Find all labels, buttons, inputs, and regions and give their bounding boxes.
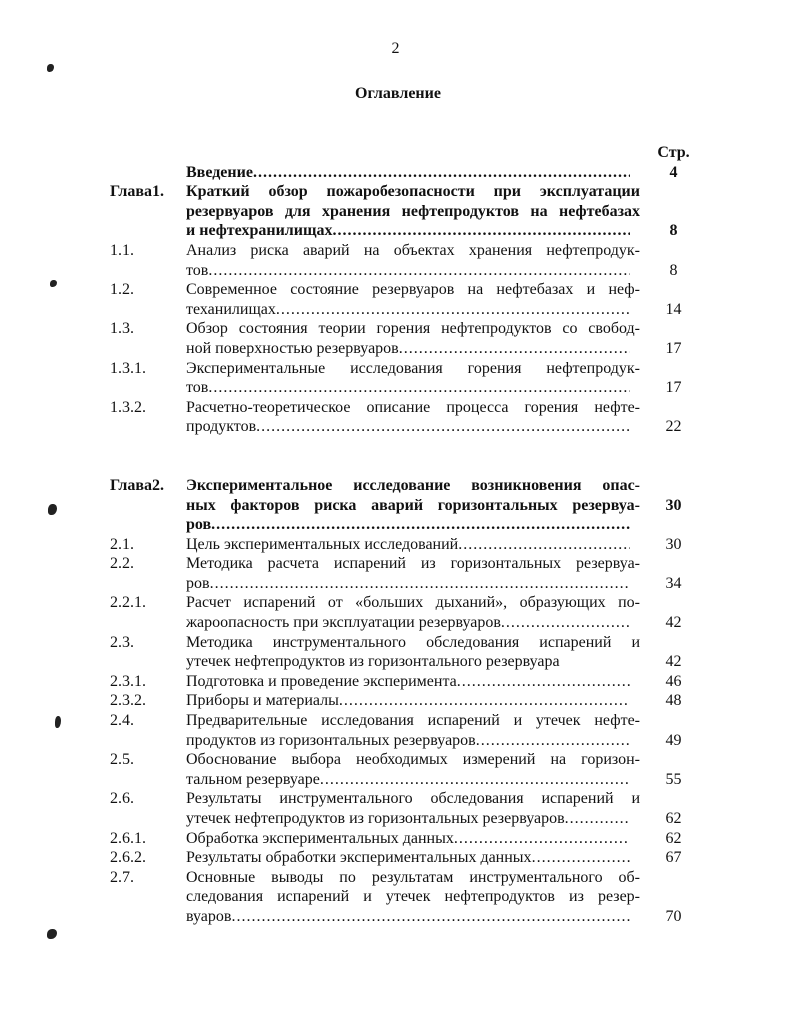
- dot-leader: [320, 770, 630, 790]
- entry-title-text: ной поверхностью резервуаров: [186, 339, 399, 357]
- entry-title: [186, 574, 640, 594]
- margin-ink-mark: [50, 280, 57, 287]
- entry-page-number: 34: [665, 574, 682, 592]
- toc-entry-line: [110, 535, 692, 555]
- entry-title: Методика инструментального обследования испарений и: [186, 633, 640, 651]
- dot-leader: [339, 691, 630, 711]
- toc-entry-line: [110, 652, 692, 672]
- entry-page-number: 14: [665, 300, 682, 318]
- entry-title: [186, 691, 640, 711]
- toc-entry-line: [110, 202, 692, 222]
- toc-entry-line: [110, 398, 692, 418]
- entry-page-number: 30: [665, 535, 682, 553]
- entry-page-number: 62: [665, 829, 682, 847]
- entry-title-text: Результаты обработки экспериментальных данных: [186, 849, 532, 867]
- entry-title: следования испарений и утечек нефтепродуктов из резер-: [186, 888, 640, 906]
- entry-number: 2.3.2.: [110, 692, 146, 710]
- toc-entry-line: [110, 417, 692, 437]
- toc-entry-line: [110, 496, 692, 516]
- margin-ink-mark: [48, 504, 57, 515]
- entry-title: [186, 613, 640, 633]
- entry-page-number: 8: [669, 222, 678, 240]
- entry-title: Анализ риска аварий на объектах хранения нефтепродук-: [186, 241, 640, 259]
- toc-entry-line: [110, 750, 692, 770]
- entry-title: [186, 417, 640, 437]
- entry-title: ных факторов риска аварий горизонтальных резервуа-: [186, 496, 640, 514]
- entry-title: [186, 515, 640, 535]
- entry-number: 2.7.: [110, 868, 134, 886]
- toc-entry-line: [110, 163, 692, 183]
- entry-title: [186, 809, 640, 829]
- entry-number: 2.6.1.: [110, 829, 146, 847]
- toc-entry-line: [110, 476, 692, 496]
- entry-title: Обоснование выбора необходимых измерений на горизон-: [186, 751, 640, 769]
- toc-entry-line: [110, 182, 692, 202]
- entry-title: [186, 261, 640, 281]
- dot-leader: [501, 613, 630, 633]
- entry-page-number: 42: [665, 653, 682, 671]
- dot-leader: [256, 417, 630, 437]
- entry-page-number: 22: [665, 418, 682, 436]
- toc-entry-line: [110, 554, 692, 574]
- toc-entry-line: [110, 887, 692, 907]
- page-number: 2: [391, 40, 400, 57]
- entry-title-text: продуктов из горизонтальных резервуаров: [186, 731, 476, 749]
- page-column-header-row: [110, 143, 692, 163]
- dot-leader: [208, 378, 630, 398]
- dot-leader: [457, 672, 630, 692]
- entry-title: Предварительные исследования испарений и утечек нефте-: [186, 712, 640, 730]
- toc-entry-line: [110, 711, 692, 731]
- entry-title: резервуаров для хранения нефтепродуктов на нефтебазах: [186, 202, 640, 220]
- entry-number: 2.2.: [110, 555, 134, 573]
- entry-title-text: Подготовка и проведение эксперимента: [186, 672, 457, 690]
- entry-title: [186, 907, 640, 927]
- entry-page-number: 62: [665, 810, 682, 827]
- entry-page-number: 17: [665, 339, 682, 357]
- toc-entry-line: [110, 770, 692, 790]
- entry-title: [186, 221, 640, 241]
- entry-title-text: ров: [186, 574, 210, 592]
- dot-leader: [458, 535, 630, 555]
- entry-page-number: 49: [665, 731, 682, 749]
- dot-leader: [532, 848, 630, 868]
- entry-title: Современное состояние резервуаров на нефтебазах и неф-: [186, 281, 640, 299]
- entry-title: [186, 770, 640, 790]
- entry-title-text: тальном резервуаре: [186, 770, 320, 788]
- dot-leader: [231, 907, 630, 927]
- toc-entry-line: [110, 378, 692, 398]
- entry-title: Результаты инструментального обследования испарений и: [186, 790, 640, 808]
- entry-title-text: теханилищах: [186, 300, 276, 318]
- entry-number: 1.1.: [110, 241, 134, 259]
- toc-entry-line: [110, 809, 692, 829]
- toc-entry-line: [110, 261, 692, 281]
- entry-title: [186, 672, 640, 692]
- entry-number: 1.2.: [110, 281, 134, 299]
- entry-title-text: Введение: [186, 163, 253, 181]
- entry-title: [186, 300, 640, 320]
- entry-title: Экспериментальные исследования горения нефтепродук-: [186, 359, 640, 377]
- entry-title-text: ров: [186, 516, 212, 534]
- entry-number: 1.3.: [110, 320, 134, 338]
- entry-title-text: и нефтехранилищах: [186, 222, 333, 240]
- entry-number: 2.3.: [110, 633, 134, 651]
- margin-ink-mark: [55, 716, 61, 728]
- entry-number: 1.3.1.: [110, 359, 146, 377]
- entry-page-number: 8: [669, 261, 678, 279]
- dot-leader: [454, 829, 630, 849]
- entry-page-number: 70: [665, 907, 682, 925]
- dot-leader: [208, 261, 630, 281]
- toc-entry-line: [110, 731, 692, 751]
- entry-title: Обзор состояния теории горения нефтепродуктов со свобод-: [186, 320, 640, 338]
- page-column-header: Стр.: [657, 144, 690, 161]
- entry-page-number: 55: [665, 770, 682, 788]
- dot-leader: [399, 339, 630, 359]
- entry-number: 2.5.: [110, 751, 134, 769]
- entry-page-number: 42: [665, 614, 682, 632]
- toc-entry-line: [110, 241, 692, 261]
- entry-title-text: тов: [186, 261, 209, 279]
- dot-leader: [476, 731, 630, 751]
- entry-title: Расчет испарений от «больших дыханий», образующих по-: [186, 594, 640, 612]
- page-title: Оглавление: [355, 85, 441, 102]
- entry-title: [186, 339, 640, 359]
- entry-page-number: 30: [665, 496, 682, 514]
- toc-entry-line: [110, 672, 692, 692]
- toc-entry-line: [110, 848, 692, 868]
- entry-title: Экспериментальное исследование возникновения опас-: [186, 476, 640, 494]
- toc-entry-line: [110, 633, 692, 653]
- toc-entry-line: [110, 829, 692, 849]
- entry-page-number: 48: [665, 692, 682, 710]
- entry-page-number: 46: [665, 672, 682, 690]
- table-of-contents: [110, 143, 692, 927]
- entry-number: 2.6.2.: [110, 849, 146, 867]
- toc-entry-line: [110, 574, 692, 594]
- toc-entry-line: [110, 221, 692, 241]
- entry-number: Глава2.: [110, 476, 164, 494]
- entry-title-text: утечек нефтепродуктов из горизонтальных резервуаров: [186, 810, 565, 827]
- dot-leader: [211, 515, 630, 535]
- entry-number: 2.3.1.: [110, 672, 146, 690]
- entry-title: Методика расчета испарений из горизонтальных резервуа-: [186, 555, 640, 573]
- margin-ink-mark: [47, 64, 54, 72]
- entry-title-text: жароопасность при эксплуатации резервуаров: [186, 614, 501, 632]
- entry-number: 2.1.: [110, 535, 134, 553]
- toc-entry-line: [110, 280, 692, 300]
- entry-page-number: 17: [665, 379, 682, 397]
- dot-leader: [210, 574, 630, 594]
- entry-page-number: 67: [665, 849, 682, 867]
- toc-entry-line: [110, 359, 692, 379]
- entry-title: [186, 848, 640, 868]
- chapter-gap: [110, 437, 692, 476]
- entry-title: Основные выводы по результатам инструментального об-: [186, 868, 640, 886]
- entry-number: 2.6.: [110, 790, 134, 808]
- entry-page-number: 4: [669, 163, 678, 181]
- entry-title: Расчетно-теоретическое описание процесса горения нефте-: [186, 398, 640, 416]
- toc-entry-line: [110, 515, 692, 535]
- toc-entry-line: [110, 593, 692, 613]
- entry-title: [186, 163, 640, 183]
- toc-entry-line: [110, 300, 692, 320]
- entry-number: Глава1.: [110, 183, 164, 201]
- dot-leader: [565, 809, 630, 829]
- entry-number: 2.4.: [110, 712, 134, 730]
- entry-title-text: Обработка экспериментальных данных: [186, 829, 454, 847]
- entry-title: утечек нефтепродуктов из горизонтального резервуара: [186, 653, 560, 671]
- dot-leader: [332, 221, 630, 241]
- toc-entry-line: [110, 339, 692, 359]
- entry-title: [186, 378, 640, 398]
- entry-title-text: вуаров: [186, 907, 232, 925]
- entry-number: 1.3.2.: [110, 398, 146, 416]
- toc-entry-line: [110, 789, 692, 809]
- toc-entry-line: [110, 319, 692, 339]
- toc-entry-line: [110, 691, 692, 711]
- entry-title: [186, 829, 640, 849]
- toc-entry-line: [110, 613, 692, 633]
- entry-title-text: Приборы и материалы: [186, 692, 339, 710]
- margin-ink-mark: [47, 929, 57, 939]
- entry-title: [186, 731, 640, 751]
- entry-title-text: Цель экспериментальных исследований: [186, 535, 459, 553]
- entry-title-text: продуктов: [186, 418, 257, 436]
- dot-leader: [276, 300, 630, 320]
- entry-title: Краткий обзор пожаробезопасности при эксплуатации: [186, 183, 640, 201]
- toc-entry-line: [110, 868, 692, 888]
- dot-leader: [253, 163, 630, 183]
- toc-entry-line: [110, 907, 692, 927]
- entry-number: 2.2.1.: [110, 594, 146, 612]
- entry-title-text: тов: [186, 379, 209, 397]
- entry-title: [186, 535, 640, 555]
